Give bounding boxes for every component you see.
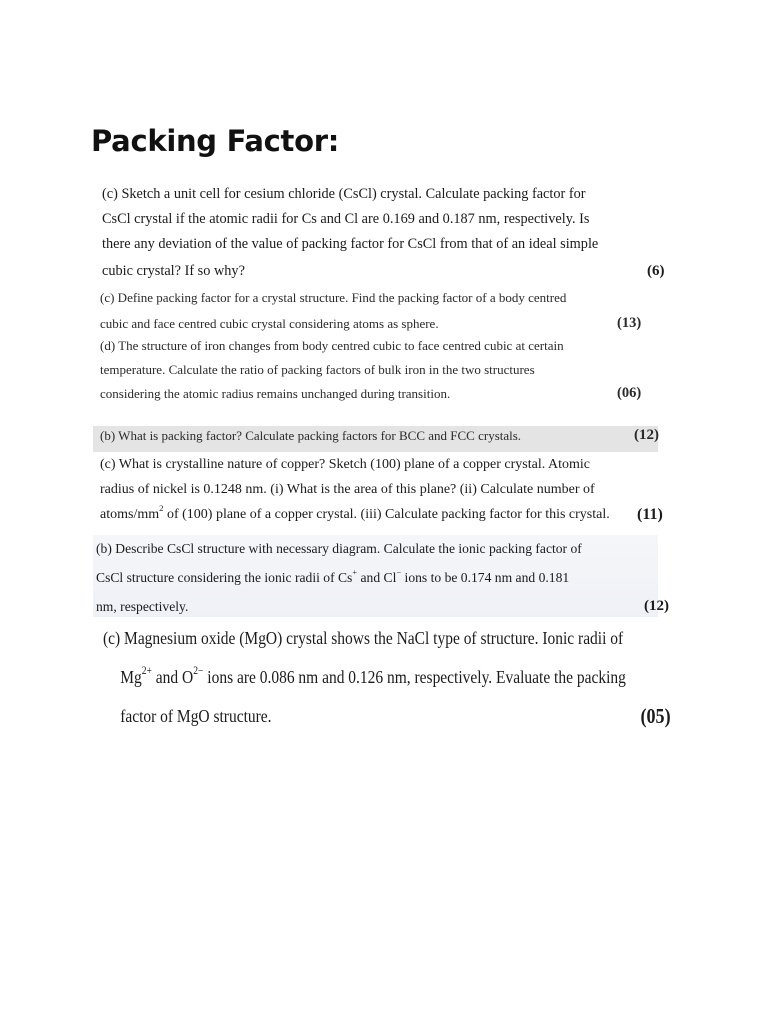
question-line: CsCl crystal if the atomic radii for Cs and Cl are 0.169 and 0.187 nm, respectively. Is bbox=[102, 211, 590, 227]
question-line: cubic crystal? If so why? bbox=[102, 263, 245, 279]
question-copper-plane bbox=[100, 457, 680, 527]
page-title: Packing Factor: bbox=[91, 124, 340, 158]
question-cscl-ionic bbox=[96, 541, 686, 621]
question-line: considering the atomic radius remains unchanged during transition. bbox=[100, 386, 451, 401]
question-line: nm, respectively. bbox=[96, 599, 189, 614]
question-marks: (11) bbox=[637, 506, 663, 523]
question-line: (d) The structure of iron changes from body centred cubic to face centred cubic at certain bbox=[100, 338, 564, 353]
question-line: CsCl structure considering the ionic radii of Cs+ and Cl− ions to be 0.174 nm and 0.181 bbox=[96, 567, 570, 585]
question-line: there any deviation of the value of packing factor for CsCl from that of an ideal simple bbox=[102, 236, 599, 252]
question-line: cubic and face centred cubic crystal considering atoms as sphere. bbox=[100, 316, 439, 331]
question-bcc-fcc bbox=[100, 428, 680, 450]
question-cscl-unit-cell bbox=[102, 186, 665, 286]
question-marks: (6) bbox=[647, 263, 665, 279]
question-line: temperature. Calculate the ratio of packing factors of bulk iron in the two structures bbox=[100, 362, 535, 377]
question-line: (c) Sketch a unit cell for cesium chloride (CsCl) crystal. Calculate packing factor for bbox=[102, 186, 586, 202]
question-line: (c) Magnesium oxide (MgO) crystal shows the NaCl type of structure. Ionic radii of bbox=[103, 628, 624, 648]
question-marks: (12) bbox=[634, 427, 659, 443]
question-marks: (12) bbox=[644, 598, 669, 614]
question-line: (b) What is packing factor? Calculate packing factors for BCC and FCC crystals. bbox=[100, 428, 522, 443]
question-line: $Mg^{2+}$ and $O^{2-}$ ions are 0.086 nm and 0.126 nm, respectively. Evaluate the packing bbox=[120, 665, 626, 687]
question-define-packing-factor bbox=[100, 290, 660, 330]
question-line: (c) What is crystalline nature of copper? Sketch (100) plane of a copper crystal. Atomic bbox=[100, 457, 590, 472]
question-line: atoms/$mm^2$ of (100) plane of a copper crystal. (iii) Calculate packing factor for this crystal. bbox=[100, 503, 610, 522]
question-line: (c) Define packing factor for a crystal structure. Find the packing factor of a body centred bbox=[100, 290, 567, 305]
question-marks: (05) bbox=[640, 704, 671, 728]
question-iron-structure bbox=[100, 338, 660, 408]
question-marks: (13) bbox=[617, 315, 642, 331]
question-line: (b) Describe CsCl structure with necessary diagram. Calculate the ionic packing factor of bbox=[96, 541, 582, 556]
question-marks: (06) bbox=[617, 385, 642, 401]
question-mgo-structure bbox=[103, 628, 671, 738]
question-line: factor of MgO structure. bbox=[120, 706, 272, 726]
question-line: radius of nickel is 0.1248 nm. (i) What is the area of this plane? (ii) Calculate number of bbox=[100, 482, 595, 497]
